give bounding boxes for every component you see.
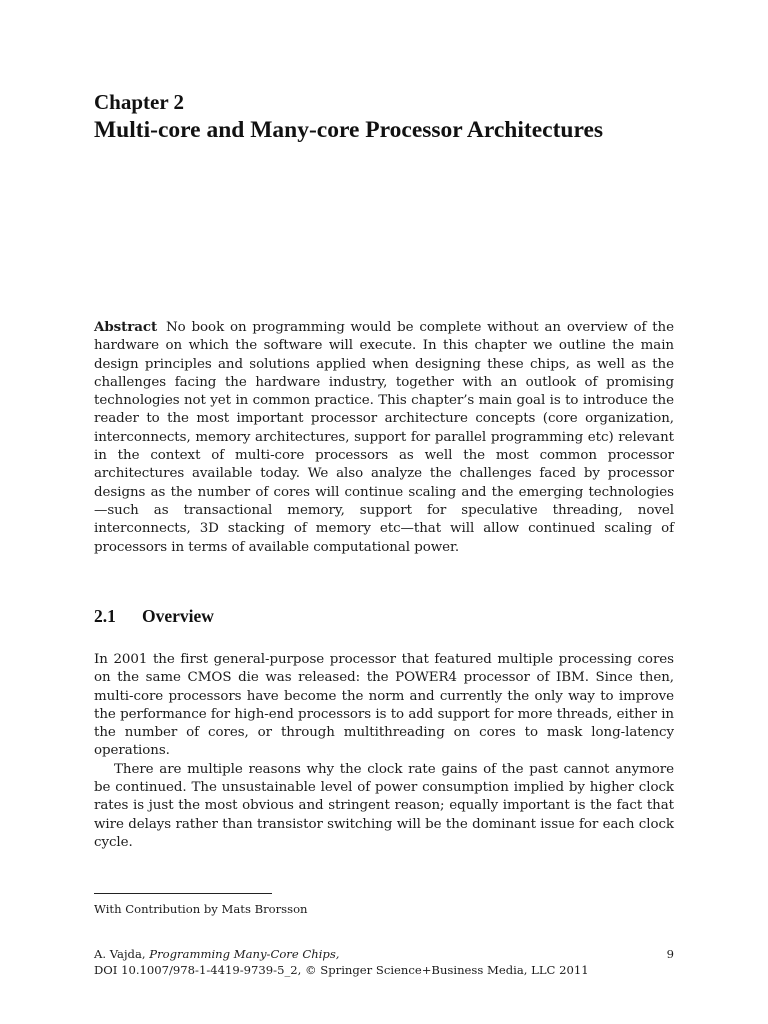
chapter-label: Chapter 2 [94, 90, 185, 114]
page-number: 9 [666, 947, 674, 961]
abstract-label: Abstract [94, 319, 158, 335]
document-page [94, 0, 674, 1024]
section-number: 2.1 [94, 606, 116, 626]
citation-author: A. Vajda, [94, 947, 146, 961]
citation-doi: DOI 10.1007/978-1-4419-9739-5_2, © Springer Science+Business Media, LLC 2011 [94, 963, 589, 977]
chapter-title: Multi-core and Many-core Processor Architectures [94, 117, 604, 143]
abstract-text: No book on programming would be complete without an overview of the hardware on which the software will execute. In this chapter we outline the main design principles and solutions applied when designing these chips, as well as the challenges facing the hardware industry, together with an outlook of promising technologies not yet in common practice. This chapter’s main goal is to introduce the reader to the most important processor architecture concepts (core organization, interconnects, memory architectures, support for parallel programming etc) relevant in the context of multi-core processors as well the most common processor architectures available today. We also analyze the challenges faced by processor designs as the number of cores will continue scaling and the emerging technologies—such as transactional memory, support for speculative threading, novel interconnects, 3D stacking of memory etc—that will allow continued scaling of processors in terms of available computational power. [94, 320, 674, 555]
section-heading [94, 604, 214, 628]
citation-line-1 [94, 946, 674, 962]
footnote-divider [94, 893, 272, 894]
section-title: Overview [142, 606, 214, 626]
citation [94, 946, 674, 978]
section-body [94, 651, 674, 852]
body-paragraph-1: In 2001 the first general-purpose processor that featured multiple processing cores on the same CMOS die was released: the POWER4 processor of IBM. Since then, multi-core processors have become the norm and currently the only way to improve the performance for high-end processors is to add support for more threads, either in the number of cores, or through multithreading on cores to mask long-latency operations. [94, 652, 674, 759]
abstract [94, 318, 674, 557]
footnote: With Contribution by Mats Brorsson [94, 902, 308, 916]
citation-book-title: Programming Many-Core Chips, [149, 947, 340, 961]
body-paragraph-2: There are multiple reasons why the clock rate gains of the past cannot anymore be continued. The unsustainable level of power consumption implied by higher clock rates is just the most obvious and stringent reason; equally important is the fact that wire delays rather than transistor switching will be the dominant issue for each clock cycle. [94, 761, 674, 850]
